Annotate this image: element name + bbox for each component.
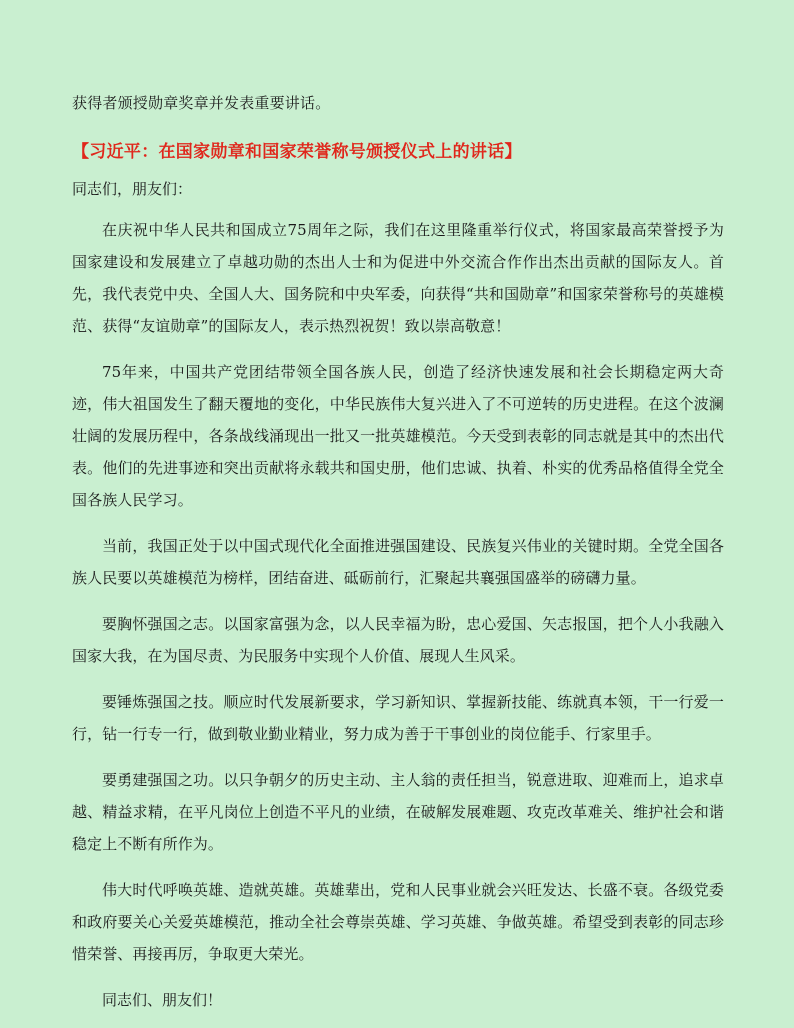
speech-title: 【习近平：在国家勋章和国家荣誉称号颁授仪式上的讲话】 — [72, 142, 522, 162]
lead-text: 获得者颁授勋章奖章并发表重要讲话。 — [72, 94, 331, 112]
paragraph: 要胸怀强国之志。以国家富强为念，以人民幸福为盼，忠心爱国、矢志报国，把个人小我融入国家大我，在为国尽责、为民服务中实现个人价值、展现人生风采。 — [72, 615, 724, 665]
paragraph: 要锤炼强国之技。顺应时代发展新要求，学习新知识、掌握新技能、练就真本领，干一行爱一行，钻一行专一行，做到敬业勤业精业，努力成为善于干事创业的岗位能手、行家里手。 — [72, 693, 724, 743]
salutation: 同志们，朋友们： — [72, 180, 193, 198]
paragraph: 在庆祝中华人民共和国成立75周年之际，我们在这里隆重举行仪式，将国家最高荣誉授予为国家建设和发展建立了卓越功勋的杰出人士和为促进中外交流合作作出杰出贡献的国际友人。首先，我代表党中央、全国人大、国务院和中央军委，向获得“共和国勋章”和国家荣誉称号的英雄模范、获得“友谊勋章”的国际友人，表示热烈祝贺！致以崇高敬意！ — [72, 221, 724, 335]
paragraph: 要勇建强国之功。以只争朝夕的历史主动、主人翁的责任担当，锐意进取、迎难而上，追求卓越、精益求精，在平凡岗位上创造不平凡的业绩，在破解发展难题、攻克改革难关、维护社会和谐稳定上不断有所作为。 — [72, 771, 724, 853]
paragraph: 75年来，中国共产党团结带领全国各族人民，创造了经济快速发展和社会长期稳定两大奇迹，伟大祖国发生了翻天覆地的变化，中华民族伟大复兴进入了不可逆转的历史进程。在这个波澜壮阔的发展历程中，各条战线涌现出一批又一批英雄模范。今天受到表彰的同志就是其中的杰出代表。他们的先进事迹和突出贡献将永载共和国史册，他们忠诚、执着、朴实的优秀品格值得全党全国各族人民学习。 — [72, 363, 724, 509]
paragraph: 当前，我国正处于以中国式现代化全面推进强国建设、民族复兴伟业的关键时期。全党全国各族人民要以英雄模范为榜样，团结奋进、砥砺前行，汇聚起共襄强国盛举的磅礴力量。 — [72, 537, 724, 587]
closing-salutation: 同志们、朋友们！ — [102, 991, 223, 1009]
paragraph: 伟大时代呼唤英雄、造就英雄。英雄辈出，党和人民事业就会兴旺发达、长盛不衰。各级党委和政府要关心关爱英雄模范，推动全社会尊崇英雄、学习英雄、争做英雄。希望受到表彰的同志珍惜荣誉、再接再厉，争取更大荣光。 — [72, 881, 724, 963]
